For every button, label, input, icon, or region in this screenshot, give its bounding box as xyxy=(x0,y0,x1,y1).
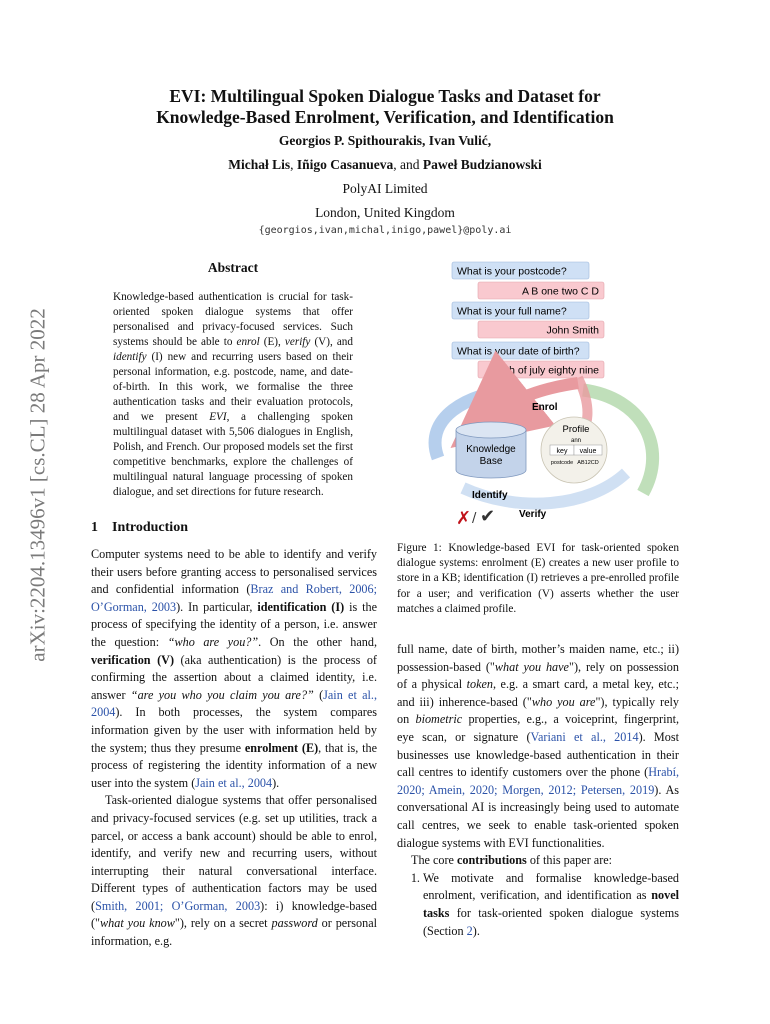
slash-glyph: / xyxy=(472,511,477,526)
contribution-item-1: 1. We motivate and formalise knowledge-based enrolment, verification, and identification as novel tasks for task-oriented spoken dialogue systems (Section 2). xyxy=(423,870,679,940)
title-line-2: Knowledge-Based Enrolment, Verification, and Identification xyxy=(156,107,614,127)
section-heading-introduction xyxy=(91,520,188,536)
citation-link[interactable]: Braz and Robert, 2006; O’Gorman, 2003 xyxy=(91,582,377,614)
intro-column-left xyxy=(91,546,377,951)
authors-line-2 xyxy=(90,157,680,173)
author-sep: , xyxy=(290,157,297,172)
verify-label: Verify xyxy=(519,509,547,520)
contributions-list xyxy=(397,870,679,940)
profile-id-label: ann xyxy=(570,438,582,444)
bubble-user-1 xyxy=(478,282,604,299)
citation-link[interactable]: Hrabí, 2020; Amein, 2020; Morgen, 2012; Petersen, 2019 xyxy=(397,765,679,797)
check-icon: ✔ xyxy=(480,506,496,527)
title-line-1: EVI: Multilingual Spoken Dialogue Tasks and Dataset for xyxy=(169,86,601,106)
bubble-text: What is your date of birth? xyxy=(457,345,580,358)
bubble-user-2 xyxy=(478,321,604,338)
location: London, United Kingdom xyxy=(315,205,455,220)
section-number: 1 xyxy=(91,520,98,535)
profile-label: Profile xyxy=(562,424,590,435)
section-title: Introduction xyxy=(112,520,188,535)
arxiv-sidebar xyxy=(18,308,58,662)
figure-1-caption: Figure 1: Knowledge-based EVI for task-oriented spoken dialogue systems: enrolment (E) creates a new user profile to store in a KB; identification (I) retrieves a pre-enrolled profile for a user; and verification (V) asserts whether the user matches a claimed profile. xyxy=(397,542,679,615)
citation-link[interactable]: Variani et al., 2014 xyxy=(530,729,639,744)
bubble-system-3 xyxy=(452,342,589,359)
identify-label: Identify xyxy=(472,490,508,501)
authors-line-1: Georgios P. Spithourakis, Ivan Vulić, xyxy=(278,133,492,148)
author-emails: {georgios,ivan,michal,inigo,pawel}@poly.ai xyxy=(258,225,512,236)
knowledge-base-cylinder xyxy=(456,422,526,478)
figure-1-diagram xyxy=(428,258,678,528)
bubble-text: What is your full name? xyxy=(457,305,567,318)
bubble-text: A B one two C D xyxy=(521,285,599,298)
author-budzianowski: Paweł Budzianowski xyxy=(422,157,542,172)
citation-link[interactable]: Jain et al., 2004 xyxy=(195,775,273,790)
bubble-system-2 xyxy=(452,302,589,319)
bubble-text: fourth of july eighty nine xyxy=(488,364,599,377)
kb-label-2: Base xyxy=(479,456,503,467)
cross-icon: ✗ xyxy=(456,508,472,528)
citation-link[interactable]: Smith, 2001; O’Gorman, 2003 xyxy=(95,898,261,913)
enrol-label: Enrol xyxy=(532,402,558,413)
arxiv-id: arXiv:2204.13496v1 [cs.CL] 28 Apr 2022 xyxy=(25,308,50,662)
paper-title xyxy=(90,86,680,128)
citation-link[interactable]: Jain et al., 2004 xyxy=(91,687,378,720)
bubble-text: What is your postcode? xyxy=(457,265,567,278)
author-sep-and: , and xyxy=(393,157,423,172)
contributions-intro: The core contributions of this paper are: xyxy=(411,853,613,868)
author-lis: Michał Lis xyxy=(228,157,291,172)
kb-label-1: Knowledge xyxy=(466,444,516,455)
intro-paragraph-2: Task-oriented dialogue systems that offer personalised and privacy-focused services (e.g. set up utilities, track a parcel, or access a bank account) should be able to enrol, identify, and verify new and recurring users, without interrupting their natural conversational interface. Different types of authentication factors may be used (Smith, 2001; O’Gorman, 2003): i) knowledge-based ("what you know"), rely on a secret password or personal information, e.g. xyxy=(91,793,377,949)
affiliation: PolyAI Limited xyxy=(342,181,428,196)
abstract-text: Knowledge-based authentication is crucial for task-oriented spoken dialogue systems that offer personalised and privacy-focused services. Such systems should be able to enrol (E), verify (V), and identify (I) new and recurring users based on their personal information, e.g. postcode, name, and date-of-birth. In this work, we formalise the three authentication tasks and their evaluation protocols, and we present EVI, a challenging spoken multilingual dataset with 5,506 dialogues in English, Polish, and French. Our proposed models set the first competitive benchmarks, explore the challenges of multilingual natural language processing of spoken dialogue, and set directions for future research. xyxy=(113,291,353,498)
bubble-user-3 xyxy=(478,361,604,378)
intro-paragraph-1: Computer systems need to be able to identify and verify their users before granting access to personalised services and confidential information (Braz and Robert, 2006; O’Gorman, 2003). In particular, identification (I) is the process of specifying the identity of a person, i.e. answer the question: “who are you?”. On the other hand, verification (V) (aka authentication) is the process of confirming the assertion about a claimed identity, i.e. answer “are you who you claim you are?” (Jain et al., 2004). In both processes, the system compares information given by the user with information held by the system; thus they presume enrolment (E), that is, the process of registering the identity information of a new user into the system (Jain et al., 2004). xyxy=(91,547,378,790)
profile-postcode-value: AB12CD xyxy=(577,460,599,466)
intro-column-right xyxy=(397,641,679,940)
profile-card xyxy=(541,417,607,483)
profile-value: value xyxy=(579,448,597,455)
author-casanueva: Iñigo Casanueva xyxy=(296,157,394,172)
profile-key: key xyxy=(556,448,568,455)
profile-postcode-key: postcode xyxy=(550,460,574,466)
abstract-heading: Abstract xyxy=(207,260,259,275)
intro-paragraph-3: full name, date of birth, mother’s maiden name, etc.; ii) possession-based ("what you have"), rely on possession of a physical token, e.g. a smart card, a metal key, etc.; and iii) inherence-based ("who you are"), typically rely on biometric properties, e.g., a voiceprint, fingerprint, eye scan, or signature (Variani et al., 2014). Most businesses use knowledge-based authentication in their call centres to identify customers over the phone (Hrabí, 2020; Amein, 2020; Morgen, 2012; Petersen, 2019). As conversational AI is increasingly being used to automate call centres, we seek to enable task-oriented spoken dialogue systems with EVI functionalities. xyxy=(397,642,679,850)
section-ref-link[interactable]: 2 xyxy=(466,923,473,938)
bubble-system-1 xyxy=(452,262,589,279)
bubble-text: John Smith xyxy=(546,324,599,337)
